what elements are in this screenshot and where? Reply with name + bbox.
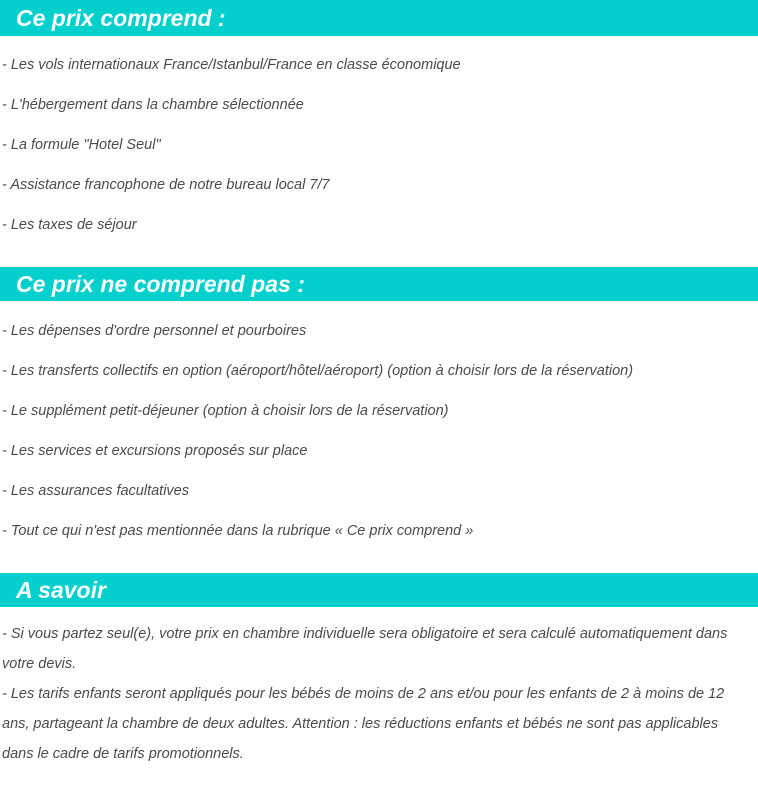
list-item: - Le supplément petit-déjeuner (option à choisir lors de la réservation): [2, 403, 449, 419]
list-item: - Les taxes de séjour: [2, 217, 137, 233]
section-spacer: [0, 551, 758, 573]
list-item: - L'hébergement dans la chambre sélectionnée: [2, 97, 304, 113]
paragraph: - Si vous partez seul(e), votre prix en chambre individuelle sera obligatoire et sera calculé automatiquement dans votre devis.: [2, 626, 728, 672]
paragraph: - Les tarifs enfants seront appliqués pour les bébés de moins de 2 ans et/ou pour les enfants de 2 à moins de 12 ans, partageant la chambre de deux adultes. Attention : les réductions enfants et bébés ne sont pas applicables dans le cadre de tarifs promotionnels.: [2, 686, 725, 762]
section-body-ce-prix-ne-comprend-pas: [0, 311, 758, 551]
section-header-ce-prix-comprend: Ce prix comprend :: [0, 0, 758, 36]
list-item: - Les transferts collectifs en option (aéroport/hôtel/aéroport) (option à choisir lors de la réservation): [2, 363, 634, 379]
section-body-ce-prix-comprend: [0, 45, 758, 245]
section-ce-prix-comprend: [0, 0, 758, 245]
list-item: - Tout ce qui n'est pas mentionnée dans la rubrique « Ce prix comprend »: [2, 523, 474, 539]
list-item: - Les services et excursions proposés sur place: [2, 443, 308, 459]
list-item: - Les dépenses d'ordre personnel et pourboires: [2, 323, 307, 339]
list-item: - Assistance francophone de notre bureau local 7/7: [2, 177, 330, 193]
section-header-ce-prix-ne-comprend-pas: Ce prix ne comprend pas :: [0, 267, 758, 301]
section-spacer: [0, 245, 758, 267]
list-item: - Les vols internationaux France/Istanbul/France en classe économique: [2, 57, 461, 73]
section-a-savoir: [0, 573, 758, 769]
section-body-a-savoir: [0, 619, 758, 769]
section-ce-prix-ne-comprend-pas: [0, 267, 758, 551]
list-item: - Les assurances facultatives: [2, 483, 189, 499]
section-header-a-savoir: A savoir: [0, 573, 758, 607]
list-item: - La formule "Hotel Seul": [2, 137, 161, 153]
